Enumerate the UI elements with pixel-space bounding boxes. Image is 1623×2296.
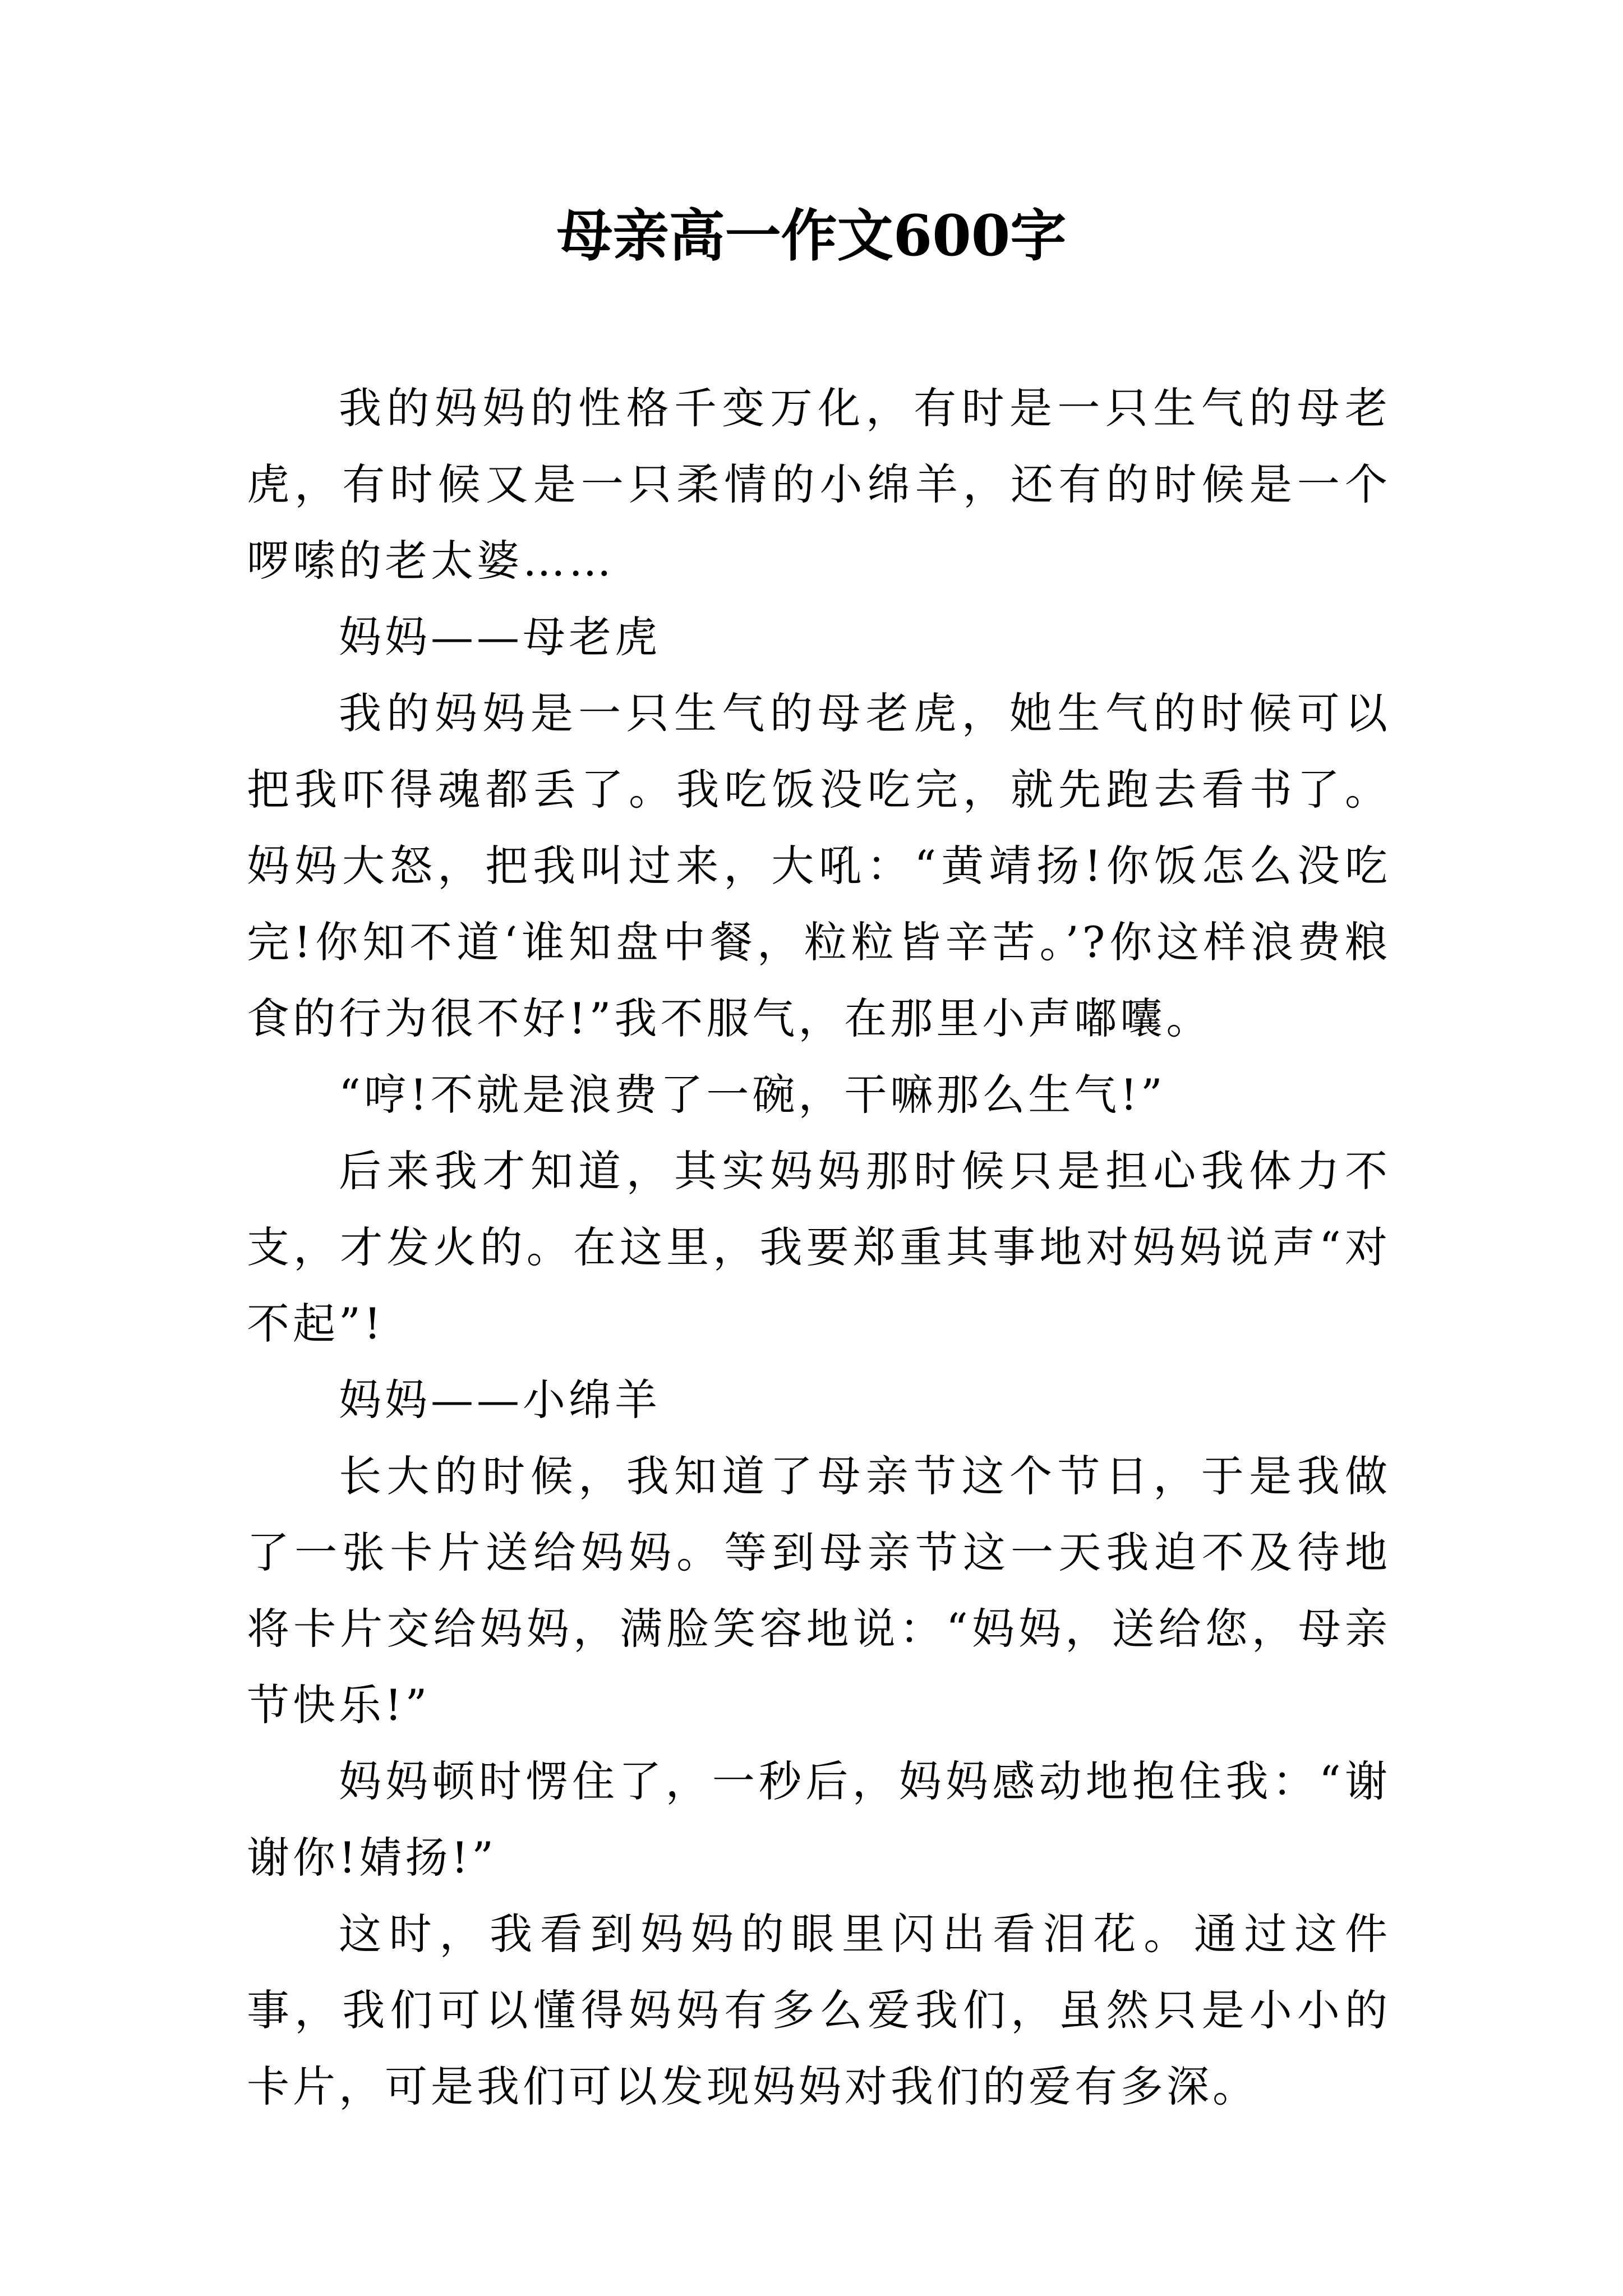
paragraph: 妈妈顿时愣住了，一秒后，妈妈感动地抱住我：“谢谢你!婧扬!” — [247, 1756, 1391, 1883]
paragraph: 我的妈妈的性格千变万化，有时是一只生气的母老虎，有时候又是一只柔情的小绵羊，还有的时候是一个啰嗦的老太婆…… — [247, 383, 1391, 586]
document-title: 母亲高一作文600字 — [556, 203, 1067, 269]
section-heading-tiger: 妈妈——母老虎 — [339, 612, 661, 662]
paragraph: “哼!不就是浪费了一碗，干嘛那么生气!” — [339, 1070, 1166, 1120]
paragraph: 长大的时候，我知道了母亲节这个节日，于是我做了一张卡片送给妈妈。等到母亲节这一天我迫不及待地将卡片交给妈妈，满脸笑容地说：“妈妈，送给您，母亲节快乐!” — [247, 1451, 1391, 1730]
section-heading-lamb: 妈妈——小绵羊 — [339, 1375, 661, 1425]
document-body — [247, 370, 1391, 2125]
paragraph: 这时，我看到妈妈的眼里闪出看泪花。通过这件事，我们可以懂得妈妈有多么爱我们，虽然只是小小的卡片，可是我们可以发现妈妈对我们的爱有多深。 — [247, 1909, 1391, 2111]
paragraph: 后来我才知道，其实妈妈那时候只是担心我体力不支，才发火的。在这里，我要郑重其事地对妈妈说声“对不起”! — [247, 1146, 1391, 1349]
paragraph: 我的妈妈是一只生气的母老虎，她生气的时候可以把我吓得魂都丢了。我吃饭没吃完，就先跑去看书了。妈妈大怒，把我叫过来，大吼：“黄靖扬!你饭怎么没吃完!你知不道‘谁知盘中餐，粒粒皆辛苦。’?你这样浪费粮食的行为很不好!”我不服气，在那里小声嘟囔。 — [247, 688, 1391, 1043]
